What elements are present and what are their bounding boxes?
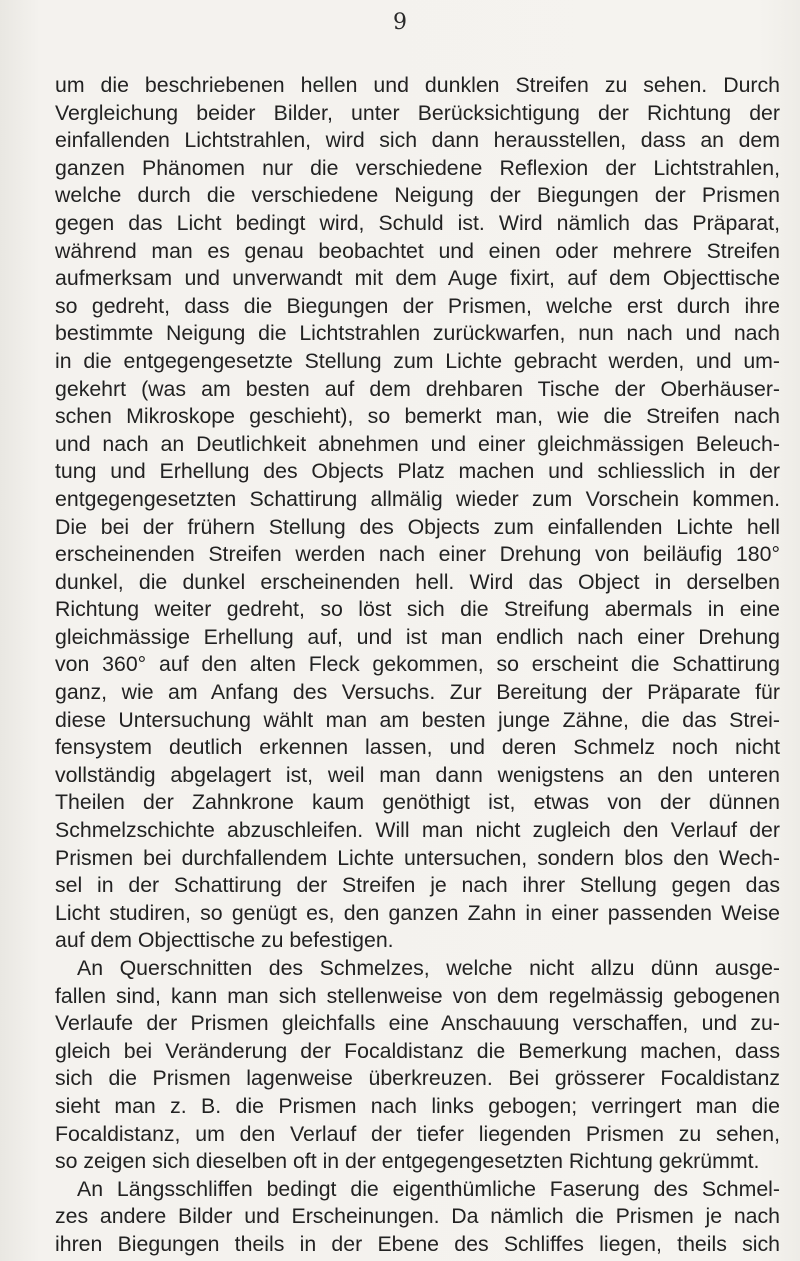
- text-line: und nach an Deutlichkeit abnehmen und einer gleichmässigen Beleuch-: [55, 431, 780, 456]
- text-line: vollständig abgelagert ist, weil man dann wenigstens an den unteren: [55, 762, 780, 787]
- text-line: so zeigen sich dieselben oft in der entgegengesetzten Richtung gekrümmt.: [55, 1149, 760, 1174]
- text-line: gleichmässige Erhellung auf, und ist man endlich nach einer Drehung: [55, 624, 780, 649]
- text-line: gleich bei Veränderung der Focaldistanz die Bemerkung machen, dass: [55, 1038, 780, 1063]
- text-line: Vergleichung beider Bilder, unter Berücksichtigung der Richtung der: [55, 100, 780, 125]
- body-text: [55, 72, 780, 1259]
- text-line: aufmerksam und unverwandt mit dem Auge fixirt, auf dem Objecttische: [55, 266, 780, 291]
- text-line: gegen das Licht bedingt wird, Schuld ist. Wird nämlich das Präparat,: [55, 210, 780, 235]
- text-line: von 360° auf den alten Fleck gekommen, so erscheint die Schattirung: [55, 652, 780, 677]
- text-line: um die beschriebenen hellen und dunklen Streifen zu sehen. Durch: [55, 73, 780, 97]
- text-line: bestimmte Neigung die Lichtstrahlen zurückwarfen, nun nach und nach: [55, 321, 780, 346]
- text-line: erscheinenden Streifen werden nach einer Drehung von beiläufig 180°: [55, 542, 780, 567]
- text-line: dunkel, die dunkel erscheinenden hell. Wird das Object in derselben: [55, 569, 780, 594]
- text-line: entgegengesetzten Schattirung allmälig wieder zum Vorschein kommen.: [55, 486, 780, 511]
- text-line: Licht studiren, so genügt es, den ganzen Zahn in einer passenden Weise: [55, 900, 780, 925]
- page-number: 9: [393, 10, 407, 35]
- text-line: zes andere Bilder und Erscheinungen. Da nämlich die Prismen je nach: [55, 1204, 780, 1229]
- text-line: sel in der Schattirung der Streifen je nach ihrer Stellung gegen das: [55, 873, 780, 898]
- text-line: sich die Prismen lagenweise überkreuzen. Bei grösserer Focaldistanz: [55, 1066, 780, 1091]
- text-line: fensystem deutlich erkennen lassen, und deren Schmelz noch nicht: [55, 735, 780, 760]
- text-line: ganz, wie am Anfang des Versuchs. Zur Bereitung der Präparate für: [55, 680, 780, 705]
- text-line: tung und Erhellung des Objects Platz machen und schliesslich in der: [55, 459, 780, 484]
- text-line: Theilen der Zahnkrone kaum genöthigt ist, etwas von der dünnen: [55, 790, 780, 815]
- text-line: Schmelzschichte abzuschleifen. Will man nicht zugleich den Verlauf der: [55, 818, 780, 843]
- text-line: fallen sind, kann man sich stellenweise von dem regelmässig gebogenen: [55, 983, 780, 1008]
- text-line: An Querschnitten des Schmelzes, welche nicht allzu dünn ausge-: [77, 956, 780, 980]
- text-line: während man es genau beobachtet und einen oder mehrere Streifen: [55, 238, 780, 263]
- text-line: Die bei der frühern Stellung des Objects zum einfallenden Lichte hell: [55, 514, 780, 539]
- text-line: sieht man z. B. die Prismen nach links gebogen; verringert man die: [55, 1093, 780, 1118]
- text-line: An Längsschliffen bedingt die eigenthümliche Faserung des Schmel-: [77, 1176, 780, 1201]
- text-line: ihren Biegungen theils in der Ebene des Schliffes liegen, theils sich: [55, 1231, 780, 1256]
- text-line: gekehrt (was am besten auf dem drehbaren Tische der Oberhäuser-: [55, 376, 780, 401]
- text-line: Prismen bei durchfallendem Lichte untersuchen, sondern blos den Wech-: [55, 845, 780, 870]
- text-line: diese Untersuchung wählt man am besten junge Zähne, die das Strei-: [55, 707, 780, 732]
- text-line: Richtung weiter gedreht, so löst sich die Streifung abermals in eine: [55, 597, 780, 622]
- text-line: ganzen Phänomen nur die verschiedene Reflexion der Lichtstrahlen,: [55, 155, 780, 180]
- text-line: Focaldistanz, um den Verlauf der tiefer liegenden Prismen zu sehen,: [55, 1121, 780, 1146]
- text-line: Verlaufe der Prismen gleichfalls eine Anschauung verschaffen, und zu-: [55, 1011, 780, 1036]
- text-line: schen Mikroskope geschieht), so bemerkt man, wie die Streifen nach: [55, 404, 780, 429]
- text-line: auf dem Objecttische zu befestigen.: [55, 928, 394, 953]
- text-line: so gedreht, dass die Biegungen der Prismen, welche erst durch ihre: [55, 293, 780, 318]
- text-line: einfallenden Lichtstrahlen, wird sich dann herausstellen, dass an dem: [55, 128, 780, 153]
- text-line: in die entgegengesetzte Stellung zum Lichte gebracht werden, und um-: [55, 348, 780, 373]
- text-line: welche durch die verschiedene Neigung der Biegungen der Prismen: [55, 183, 780, 208]
